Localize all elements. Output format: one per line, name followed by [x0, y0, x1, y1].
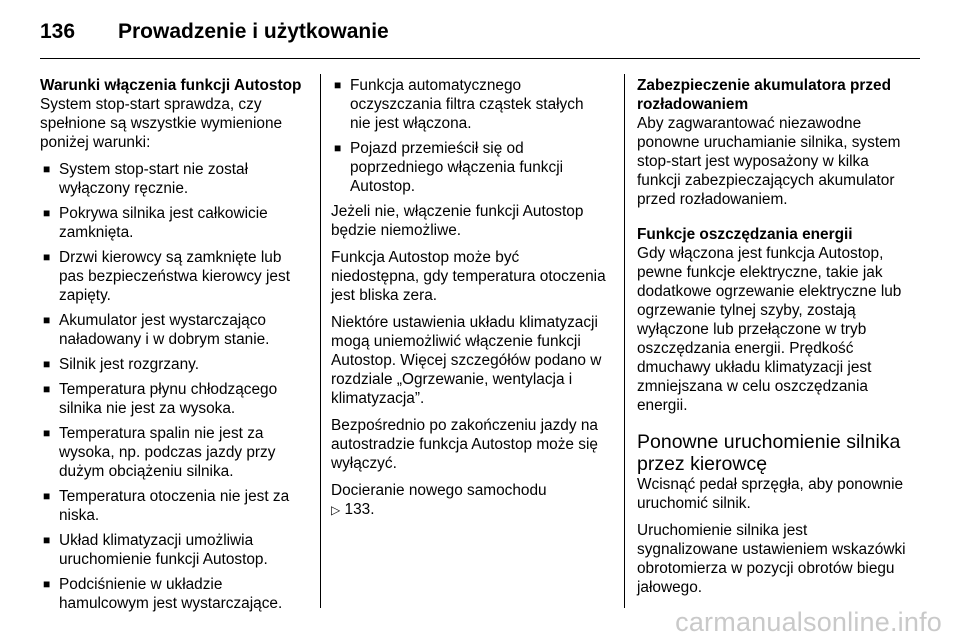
energy-saving-heading: Funkcje oszczędzania energii: [637, 226, 853, 243]
bullet-icon: ■: [43, 162, 51, 176]
bullet-icon: ■: [43, 206, 51, 220]
list-item: ■ Pojazd przemieścił się od poprzedniego włączenia funkcji Autostop.: [334, 140, 564, 195]
bullet-icon: ■: [43, 577, 51, 591]
autostop-conditions-list: [40, 160, 308, 613]
list-item: ■ Funkcja automatycznego oczyszczania filtra cząstek stałych nie jest włączona.: [334, 77, 584, 132]
column-3: [637, 76, 907, 605]
list-item: ■ Temperatura płynu chłodzącego silnika nie jest za wysoka.: [43, 381, 278, 417]
bullet-icon: ■: [334, 141, 342, 155]
page-reference-link[interactable]: 133.: [344, 501, 375, 518]
autostop-conditions-heading: Warunki włączenia funkcji Autostop: [40, 77, 302, 94]
column-divider-1: [320, 74, 321, 608]
paragraph: Gdy włączona jest funkcja Autostop, pewne funkcje elektryczne, takie jak dodatkowe ogrzewanie elektryczne lub ogrzewanie tylnej szyby, zostają wyłączone lub przełączone w tryb oszczędzania energii. Prędkość dmuchawy układu klimatyzacji jest zmniejszana w celu oszczędzania energii.: [637, 245, 902, 414]
paragraph: Funkcja Autostop może być niedostępna, gdy temperatura otoczenia jest bliska zera.: [331, 249, 606, 304]
paragraph: Uruchomienie silnika jest sygnalizowane ustawieniem wskazówki obrotomierza w pozycji obrotów biegu jałowego.: [637, 522, 906, 596]
paragraph: Wcisnąć pedał sprzęgła, aby ponownie uruchomić silnik.: [637, 476, 904, 512]
bullet-icon: ■: [43, 382, 51, 396]
list-item: ■ Pokrywa silnika jest całkowicie zamknięta.: [43, 205, 268, 241]
page-reference-icon: ▷: [331, 503, 341, 517]
restart-section-title: Ponowne uruchomienie silnika przez kierowcę: [637, 431, 901, 475]
bullet-icon: ■: [43, 357, 51, 371]
watermark: carmanualsonline.info: [675, 607, 942, 637]
list-item: ■ Drzwi kierowcy są zamknięte lub pas bezpieczeństwa kierowcy jest zapięty.: [43, 249, 290, 304]
reference-text: Docieranie nowego samochodu: [331, 482, 547, 499]
bullet-icon: ■: [43, 426, 51, 440]
paragraph: Bezpośrednio po zakończeniu jazdy na autostradzie funkcja Autostop może się wyłączyć.: [331, 417, 598, 472]
page-title: Prowadzenie i użytkowanie: [118, 20, 389, 43]
list-item: ■ Podciśnienie w układzie hamulcowym jest wystarczające.: [43, 576, 283, 612]
bullet-icon: ■: [43, 313, 51, 327]
list-item: ■ Silnik jest rozgrzany.: [43, 356, 199, 373]
autostop-conditions-intro: System stop-start sprawdza, czy spełnione są wszystkie wymienione poniżej warunki:: [40, 96, 283, 151]
list-item: ■ Temperatura spalin nie jest za wysoka, np. podczas jazdy przy dużym obciążeniu silnika.: [43, 425, 276, 480]
page-header: [40, 14, 920, 50]
paragraph: Niektóre ustawienia układu klimatyzacji mogą uniemożliwić włączenie funkcji Autostop. Więcej szczegółów podano w rozdziale „Ogrzewanie, wentylacja i klimatyzacja”.: [331, 314, 602, 407]
bullet-icon: ■: [43, 250, 51, 264]
column-2: [331, 76, 606, 528]
page-number: 136: [40, 20, 76, 43]
autostop-conditions-list-continued: [331, 76, 606, 196]
paragraph: Aby zagwarantować niezawodne ponowne uruchamianie silnika, system stop-start jest wyposażony w kilka funkcji zabezpieczających akumulator przed rozładowaniem.: [637, 115, 901, 208]
list-item: ■ Temperatura otoczenia nie jest za niska.: [43, 488, 290, 524]
list-item: ■ Akumulator jest wystarczająco naładowany i w dobrym stanie.: [43, 312, 270, 348]
paragraph: Jeżeli nie, włączenie funkcji Autostop będzie niemożliwe.: [331, 203, 584, 239]
bullet-icon: ■: [43, 489, 51, 503]
header-divider: [40, 58, 920, 59]
column-1: [40, 76, 308, 619]
list-item: ■ System stop-start nie został wyłączony ręcznie.: [43, 161, 249, 197]
bullet-icon: ■: [43, 533, 51, 547]
list-item: ■ Układ klimatyzacji umożliwia uruchomienie funkcji Autostop.: [43, 532, 268, 568]
battery-protection-heading: Zabezpieczenie akumulatora przed rozładowaniem: [637, 77, 892, 113]
bullet-icon: ■: [334, 78, 342, 92]
break-in-reference: [331, 481, 606, 520]
column-divider-2: [624, 74, 625, 608]
